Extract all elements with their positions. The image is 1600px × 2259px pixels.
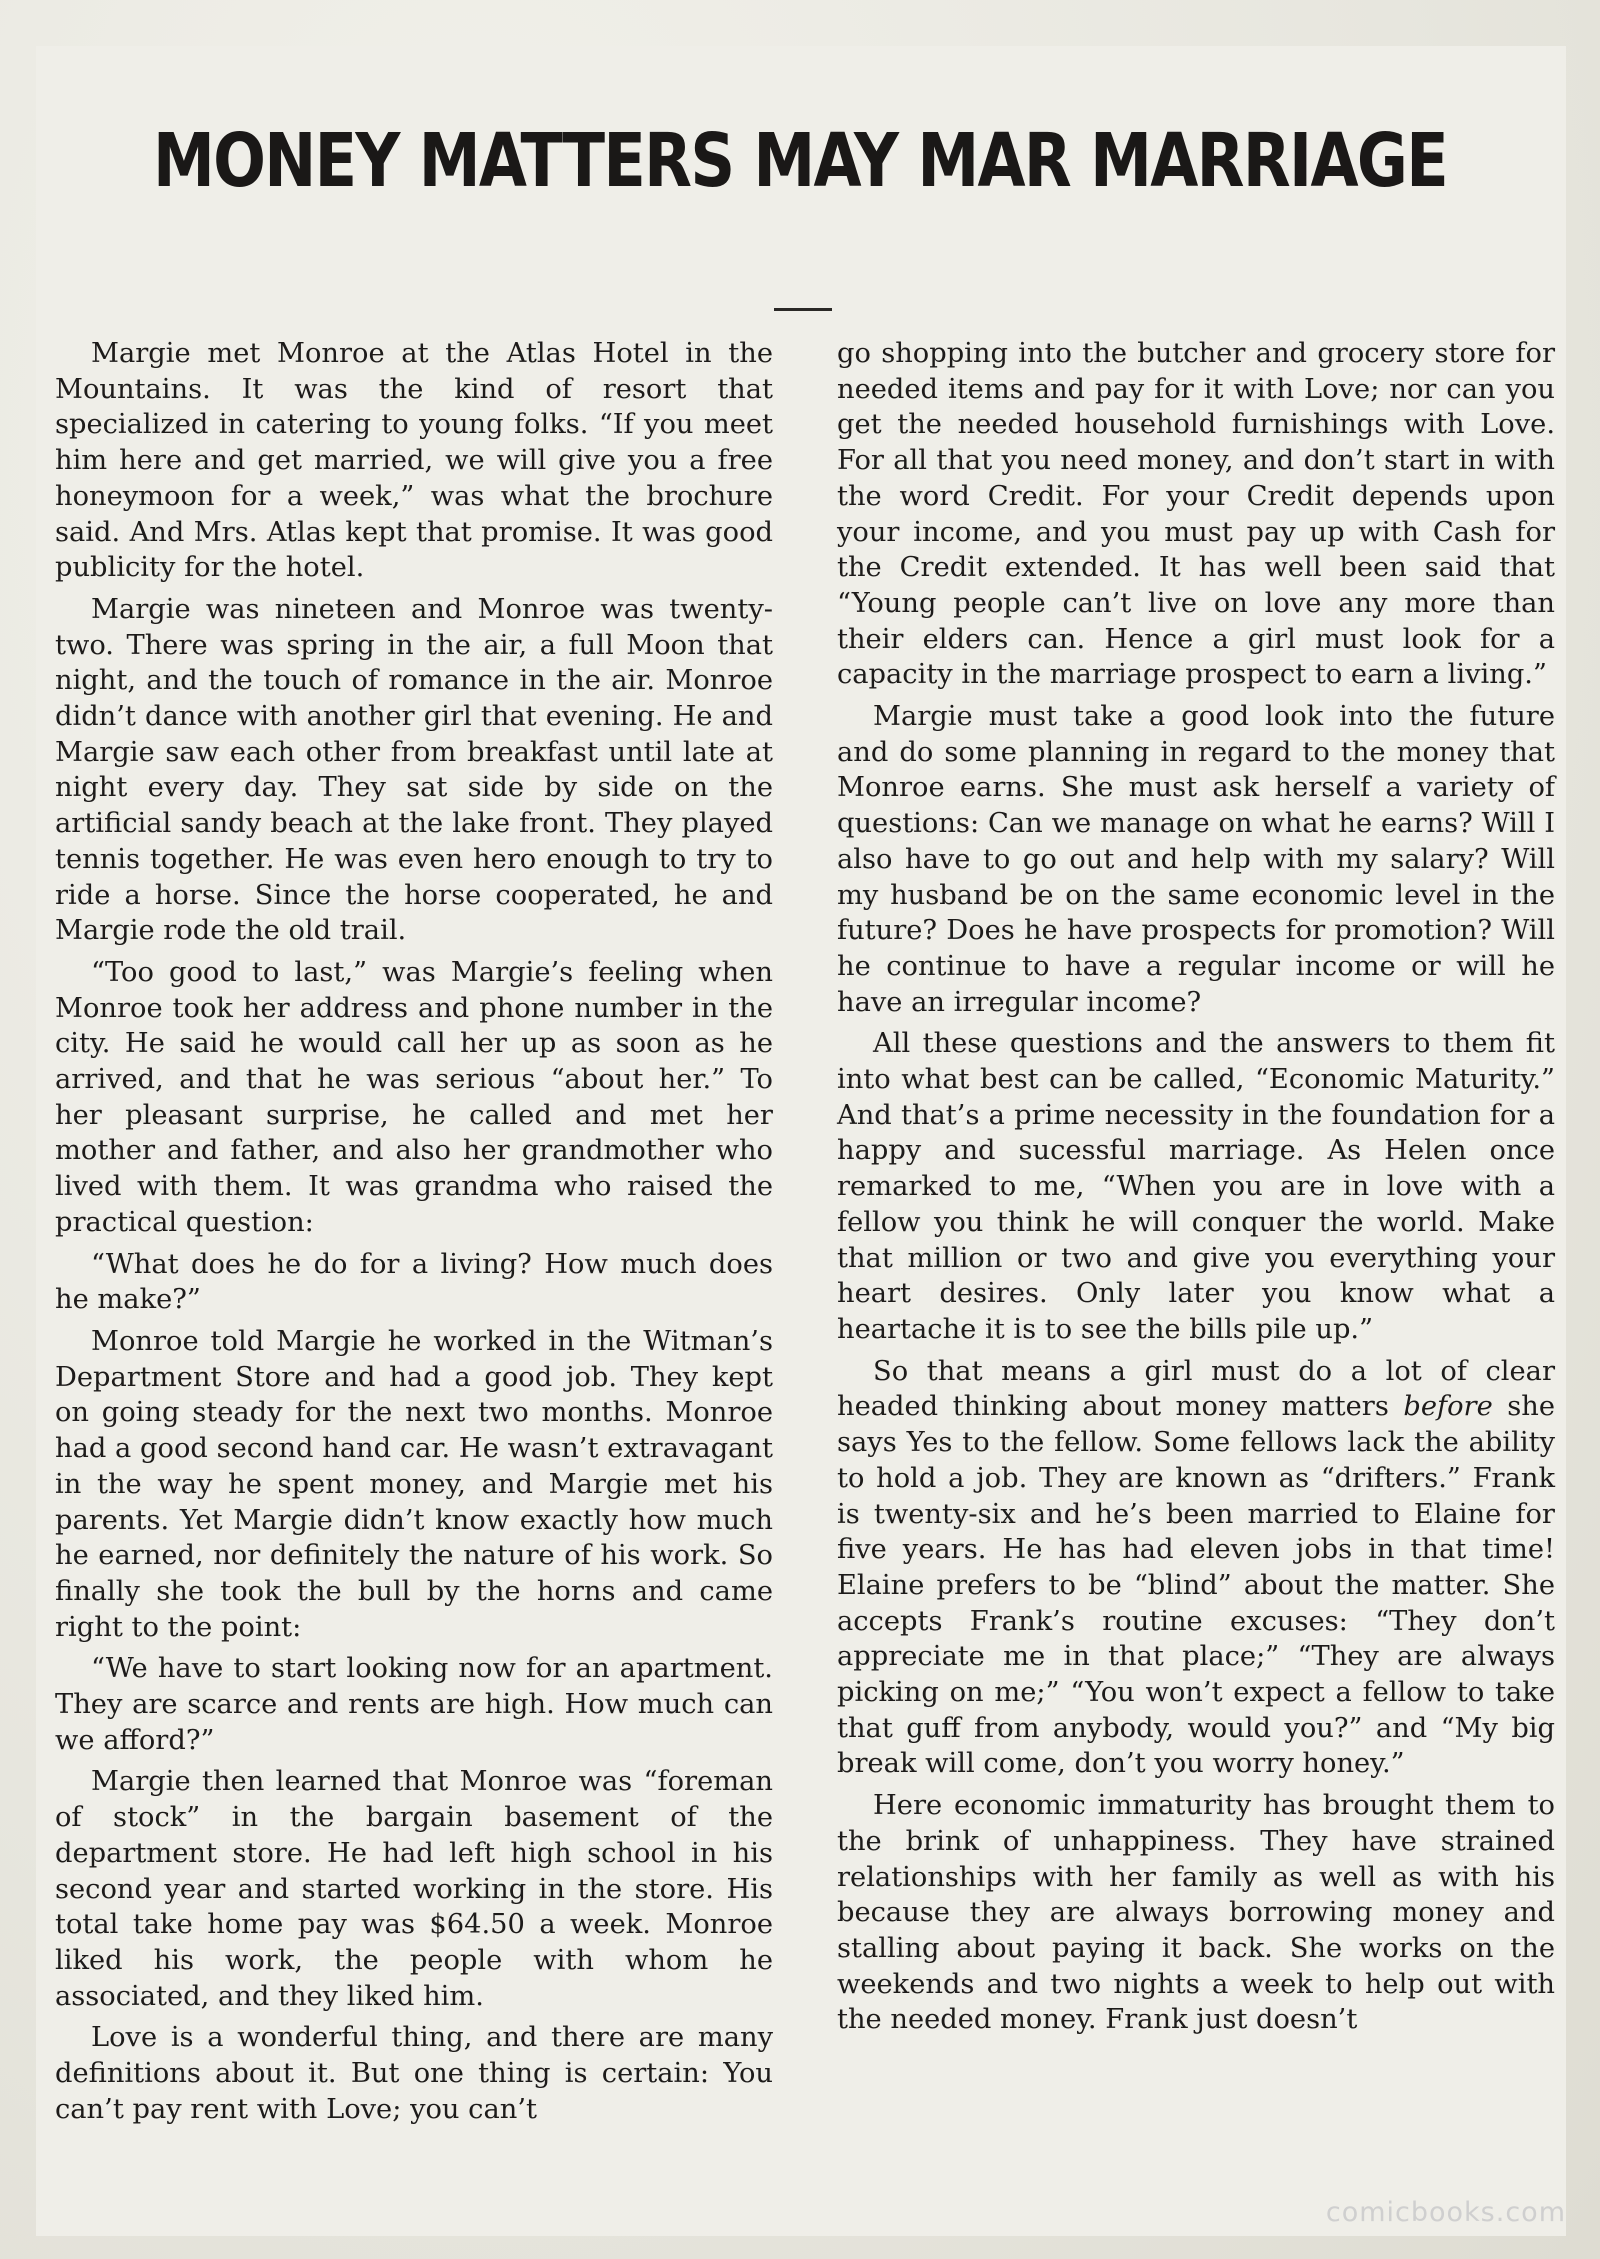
left-column	[55, 336, 773, 2133]
paragraph-text: she says Yes to the fellow. Some fellows lack the ability to hold a job. They are known as “drifters.” Frank is twenty-six and he’s been married to Elaine for five years. He has had eleven jobs in that time! Elaine prefers to be “blind” about the matter. She accepts Frank’s routine excuses: “They don’t appreciate me in that place;” “They are always picking on me;” “You won’t expect a fellow to take that guff from anybody, would you?” and “My big break will come, don’t you worry honey.”	[837, 1391, 1556, 1780]
paragraph: Here economic immaturity has brought them to the brink of unhappiness. They have strained relationships with her family as well as with his because they are always borrowing money and stalling about paying it back. She works on the weekends and two nights a week to help out with the needed money. Frank just doesn’t	[837, 1790, 1555, 2036]
paragraph-before	[837, 1354, 1555, 1782]
watermark: comicbooks.com	[1325, 2197, 1566, 2228]
paragraph: Monroe told Margie he worked in the Witman’s Department Store and had a good job. They kept on going steady for the next two months. Monroe had a good second hand car. He wasn’t extravagant in the way he spent money, and Margie met his parents. Yet Margie didn’t know exactly how much he earned, nor definitely the nature of his work. So finally she took the bull by the horns and came right to the point:	[55, 1325, 773, 1643]
paragraph: “We have to start looking now for an apartment. They are scarce and rents are high. How much can we afford?”	[55, 1653, 773, 1756]
paragraph-continued: go shopping into the butcher and grocery store for needed items and pay for it with Love; nor can you get the needed household furnishings with Love. For all that you need money, and don’t start in with the word Credit. For your Credit depends upon your income, and you must pay up with Cash for the Credit extended. It has well been said that “Young people can’t live on love any more than their elders can. Hence a girl must look for a capacity in the marriage prospect to earn a living.”	[837, 338, 1555, 691]
paragraph: Margie was nineteen and Monroe was twentytwo. There was spring in the air, a full Moon that night, and the touch of romance in the air. Monroe didn’t dance with another girl that evening. He and Margie saw each other from breakfast until late at night every day. They sat side by side on the artificial sandy beach at the lake front. They played tennis together. He was even hero enough to try to ride a horse. Since the horse cooperated, he and Margie rode the old trail.	[55, 593, 773, 947]
article-title: MONEY MATTERS MAY MAR MARRIAGE	[152, 118, 1448, 204]
paragraph: All these questions and the answers to them fit into what best can be called, “Economic Maturity.” And that’s a prime necessity in the foundation for a happy and sucessful marriage. As Helen once remarked to me, “When you are in love with a fellow you think he will conquer the world. Make that million or two and give you everything your heart desires. Only later you know what a heartache it is to see the bills pile up.”	[837, 1028, 1555, 1345]
emphasis-before: before	[1403, 1391, 1493, 1423]
paragraph: “Too good to last,” was Margie’s feeling when Monroe took her address and phone number in the city. He said he would call her up as soon as he arrived, and that he was serious “about her.” To her pleasant surprise, he called and met her mother and father, and also her grandmother who lived with them. It was grandma who raised the practical question:	[55, 956, 773, 1238]
paragraph: Margie must take a good look into the future and do some planning in regard to the money that Monroe earns. She must ask herself a variety of questions: Can we manage on what he earns? Will I also have to go out and help with my salary? Will my husband be on the same economic level in the future? Does he have prospects for promotion? Will he continue to have a regular income or will he have an irregular income?	[837, 701, 1555, 1018]
paragraph: Margie met Monroe at the Atlas Hotel in the Mountains. It was the kind of resort that specialized in catering to young folks. “If you meet him here and get married, we will give you a free honeymoon for a week,” was what the brochure said. And Mrs. Atlas kept that promise. It was good publicity for the hotel.	[55, 338, 773, 584]
paragraph-text: So that means a girl must do a lot of clear headed thinking about money matters	[837, 1355, 1555, 1423]
paragraph: Margie then learned that Monroe was “foreman of stock” in the bargain basement of the department store. He had left high school in his second year and started working in the store. His total take home pay was $64.50 a week. Monroe liked his work, the people with whom he associated, and they liked him.	[55, 1766, 773, 2012]
paragraph: “What does he do for a living? How much does he make?”	[55, 1248, 773, 1316]
title-divider	[774, 308, 832, 311]
right-column	[837, 336, 1555, 2044]
paragraph: Love is a wonderful thing, and there are many definitions about it. But one thing is certain: You can’t pay rent with Love; you can’t	[55, 2022, 773, 2125]
